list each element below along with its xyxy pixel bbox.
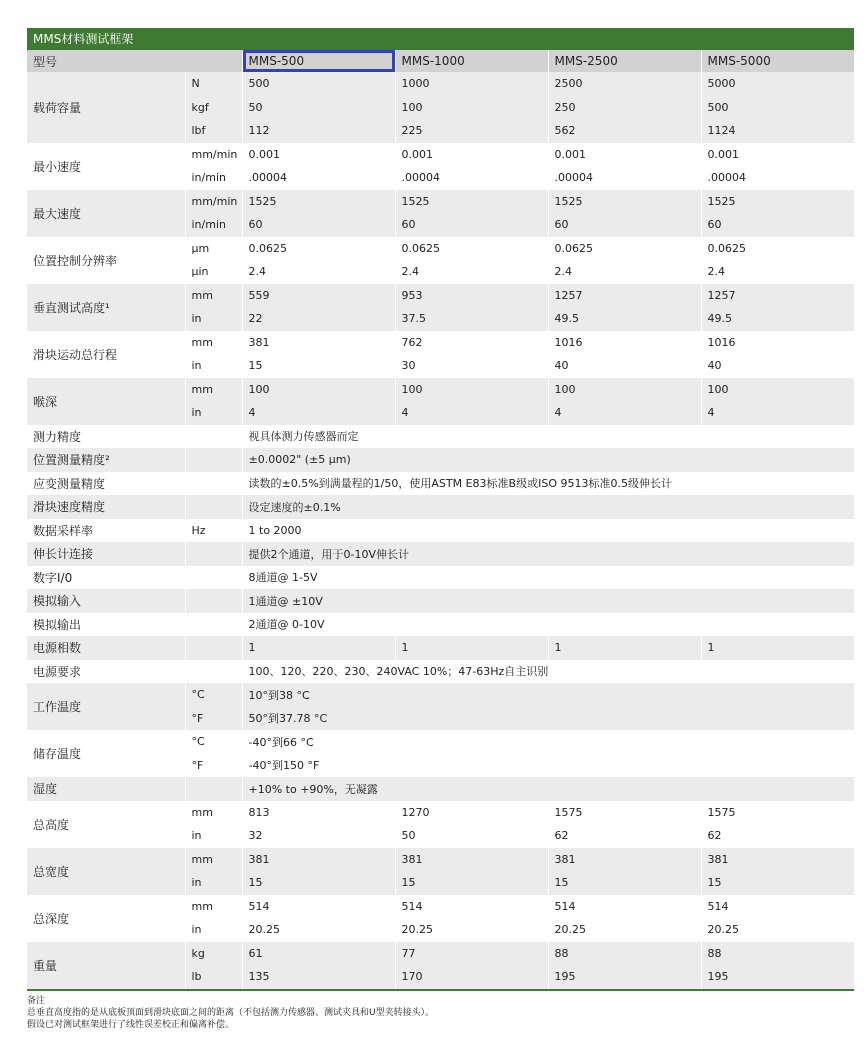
spec-value: 37.5	[395, 307, 548, 331]
spec-value: 49.5	[701, 307, 854, 331]
spec-value: 62	[548, 824, 701, 848]
spec-value: 20.25	[548, 918, 701, 942]
unit-cell	[185, 660, 242, 684]
spec-value: 250	[548, 96, 701, 120]
spec-label: 测力精度	[27, 425, 185, 449]
spec-value: 50	[242, 96, 395, 120]
spec-value-span: -40°到150 °F	[242, 754, 854, 778]
unit-cell: mm	[185, 331, 242, 355]
spec-value: 0.001	[701, 143, 854, 167]
spec-value-span: 1 to 2000	[242, 519, 854, 543]
unit-cell	[185, 613, 242, 637]
spec-row	[27, 942, 854, 966]
unit-cell: μin	[185, 260, 242, 284]
spec-value: 100	[395, 378, 548, 402]
spec-value: 15	[395, 871, 548, 895]
unit-cell	[185, 472, 242, 496]
unit-cell: N	[185, 72, 242, 96]
spec-value: 1	[395, 636, 548, 660]
spec-value: 0.001	[242, 143, 395, 167]
spec-row	[27, 284, 854, 308]
spec-value: 1016	[548, 331, 701, 355]
spec-row	[27, 848, 854, 872]
spec-value: 0.0625	[548, 237, 701, 261]
unit-cell	[185, 495, 242, 519]
spec-sheet	[27, 28, 854, 1031]
spec-label: 位置控制分辨率	[27, 237, 185, 284]
spec-value: 1270	[395, 801, 548, 825]
spec-value: 514	[242, 895, 395, 919]
spec-label: 重量	[27, 942, 185, 989]
spec-value: 195	[701, 965, 854, 989]
spec-label: 模拟输入	[27, 589, 185, 613]
spec-value: 562	[548, 119, 701, 143]
spec-row	[27, 566, 854, 590]
note-line: 总垂直高度指的是从底板顶面到滑块底面之间的距离（不包括测力传感器、测试夹具和U型夹转接头）。	[27, 1007, 435, 1018]
spec-value: 112	[242, 119, 395, 143]
unit-cell	[185, 566, 242, 590]
spec-value: 1124	[701, 119, 854, 143]
spec-value: 4	[395, 401, 548, 425]
spec-value: 514	[548, 895, 701, 919]
spec-value: 559	[242, 284, 395, 308]
spec-value: 2.4	[242, 260, 395, 284]
spec-value: 40	[701, 354, 854, 378]
unit-cell: mm	[185, 848, 242, 872]
header-model-mms-2500[interactable]: MMS-2500	[548, 50, 701, 72]
spec-value-span: 设定速度的±0.1%	[242, 495, 854, 519]
spec-value: 50	[395, 824, 548, 848]
spec-row	[27, 683, 854, 707]
spec-value: 762	[395, 331, 548, 355]
unit-cell	[185, 777, 242, 801]
spec-label: 应变测量精度	[27, 472, 185, 496]
spec-label: 滑块速度精度	[27, 495, 185, 519]
spec-value: 20.25	[701, 918, 854, 942]
spec-row	[27, 730, 854, 754]
spec-value: 1	[701, 636, 854, 660]
spec-value-span: 读数的±0.5%到满量程的1/50，使用ASTM E83标准B级或ISO 9513标准0.5级伸长计	[242, 472, 854, 496]
unit-cell: °F	[185, 754, 242, 778]
spec-value: .00004	[548, 166, 701, 190]
spec-value: 100	[548, 378, 701, 402]
note-line: 假设已对测试框架进行了线性误差校正和偏离补偿。	[27, 1019, 235, 1030]
spec-value: 514	[395, 895, 548, 919]
spec-label: 总深度	[27, 895, 185, 942]
spec-value-span: 100、120、220、230、240VAC 10%；47-63Hz自主识别	[242, 660, 854, 684]
spec-label: 湿度	[27, 777, 185, 801]
spec-label: 数字I/0	[27, 566, 185, 590]
spec-value: 32	[242, 824, 395, 848]
unit-cell: mm	[185, 801, 242, 825]
spec-row	[27, 801, 854, 825]
unit-cell: °F	[185, 707, 242, 731]
spec-value: 20.25	[395, 918, 548, 942]
unit-cell: mm/min	[185, 190, 242, 214]
spec-row	[27, 495, 854, 519]
spec-value: 60	[395, 213, 548, 237]
notes	[27, 995, 854, 1031]
unit-cell: kgf	[185, 96, 242, 120]
spec-value: 381	[242, 331, 395, 355]
spec-value-span: 2通道@ 0-10V	[242, 613, 854, 637]
spec-label: 模拟输出	[27, 613, 185, 637]
spec-value: 30	[395, 354, 548, 378]
spec-value: 1525	[548, 190, 701, 214]
spec-label: 伸长计连接	[27, 542, 185, 566]
spec-value: 0.0625	[395, 237, 548, 261]
spec-value: 15	[242, 354, 395, 378]
spec-label: 最大速度	[27, 190, 185, 237]
spec-value: 2.4	[395, 260, 548, 284]
header-model-mms-5000[interactable]: MMS-5000	[701, 50, 854, 72]
spec-value: 77	[395, 942, 548, 966]
unit-cell	[185, 425, 242, 449]
spec-label: 喉深	[27, 378, 185, 425]
spec-value: 4	[242, 401, 395, 425]
spec-value-span: 提供2个通道，用于0-10V伸长计	[242, 542, 854, 566]
spec-label: 垂直测试高度¹	[27, 284, 185, 331]
spec-value: 61	[242, 942, 395, 966]
spec-label: 电源要求	[27, 660, 185, 684]
unit-cell: mm/min	[185, 143, 242, 167]
notes-heading: 备注	[27, 995, 46, 1006]
spec-table	[27, 50, 855, 989]
spec-value: 0.001	[548, 143, 701, 167]
spec-value: 135	[242, 965, 395, 989]
spec-value: 1575	[548, 801, 701, 825]
spec-value: 4	[548, 401, 701, 425]
spec-value: 1	[548, 636, 701, 660]
spec-value: 381	[548, 848, 701, 872]
spec-value: 514	[701, 895, 854, 919]
spec-row	[27, 425, 854, 449]
table-title: MMS材料测试框架	[27, 28, 854, 50]
unit-cell: in	[185, 354, 242, 378]
spec-value: .00004	[242, 166, 395, 190]
spec-value: 15	[242, 871, 395, 895]
spec-row	[27, 448, 854, 472]
spec-row	[27, 660, 854, 684]
unit-cell: in	[185, 401, 242, 425]
spec-value: 381	[242, 848, 395, 872]
spec-value: 500	[242, 72, 395, 96]
unit-cell: mm	[185, 284, 242, 308]
spec-row	[27, 542, 854, 566]
spec-value: 1525	[242, 190, 395, 214]
header-model-mms-1000[interactable]: MMS-1000	[395, 50, 548, 72]
spec-row	[27, 895, 854, 919]
spec-value: 0.0625	[701, 237, 854, 261]
spec-value: 381	[395, 848, 548, 872]
spec-row	[27, 636, 854, 660]
spec-row	[27, 190, 854, 214]
header-row	[27, 50, 854, 72]
spec-value: 953	[395, 284, 548, 308]
spec-row	[27, 589, 854, 613]
spec-value: 1	[242, 636, 395, 660]
spec-value: 15	[548, 871, 701, 895]
spec-value: 15	[701, 871, 854, 895]
spec-row	[27, 519, 854, 543]
spec-label: 储存温度	[27, 730, 185, 777]
spec-row	[27, 472, 854, 496]
unit-cell: lb	[185, 965, 242, 989]
spec-value: 2.4	[548, 260, 701, 284]
spec-label: 工作温度	[27, 683, 185, 730]
unit-cell: °C	[185, 730, 242, 754]
spec-value: 1257	[548, 284, 701, 308]
unit-cell: in	[185, 307, 242, 331]
spec-row	[27, 378, 854, 402]
spec-value: 2500	[548, 72, 701, 96]
spec-label: 滑块运动总行程	[27, 331, 185, 378]
spec-value: 1016	[701, 331, 854, 355]
spec-value: 100	[701, 378, 854, 402]
spec-value: 88	[701, 942, 854, 966]
spec-value: 813	[242, 801, 395, 825]
spec-value: 49.5	[548, 307, 701, 331]
spec-value-span: 8通道@ 1-5V	[242, 566, 854, 590]
spec-value: 1000	[395, 72, 548, 96]
spec-value: 4	[701, 401, 854, 425]
unit-cell	[185, 589, 242, 613]
spec-value-span: 视具体测力传感器而定	[242, 425, 854, 449]
spec-value: 2.4	[701, 260, 854, 284]
spec-row	[27, 331, 854, 355]
unit-cell: kg	[185, 942, 242, 966]
spec-value: 381	[701, 848, 854, 872]
table-bottom-rule	[27, 989, 854, 991]
spec-value: 100	[242, 378, 395, 402]
spec-value: 1575	[701, 801, 854, 825]
spec-value-span: 10°到38 °C	[242, 683, 854, 707]
spec-value: 1257	[701, 284, 854, 308]
spec-label: 数据采样率	[27, 519, 185, 543]
spec-value: 195	[548, 965, 701, 989]
unit-cell	[185, 636, 242, 660]
spec-value: 0.0625	[242, 237, 395, 261]
spec-label: 电源相数	[27, 636, 185, 660]
unit-cell: °C	[185, 683, 242, 707]
spec-value: 62	[701, 824, 854, 848]
spec-value: 20.25	[242, 918, 395, 942]
unit-cell: in	[185, 871, 242, 895]
unit-cell: Hz	[185, 519, 242, 543]
spec-value: 60	[701, 213, 854, 237]
spec-value: 170	[395, 965, 548, 989]
unit-cell	[185, 448, 242, 472]
spec-value: .00004	[395, 166, 548, 190]
spec-value-span: +10% to +90%，无凝露	[242, 777, 854, 801]
header-label: 型号	[27, 50, 242, 72]
spec-row	[27, 613, 854, 637]
spec-label: 载荷容量	[27, 72, 185, 143]
spec-value: 1525	[395, 190, 548, 214]
spec-value: 100	[395, 96, 548, 120]
spec-value: 40	[548, 354, 701, 378]
spec-value: 500	[701, 96, 854, 120]
unit-cell: lbf	[185, 119, 242, 143]
unit-cell: mm	[185, 895, 242, 919]
header-model-mms-500[interactable]: MMS-500	[242, 50, 395, 72]
unit-cell: in/min	[185, 213, 242, 237]
spec-row	[27, 143, 854, 167]
spec-value: 5000	[701, 72, 854, 96]
unit-cell: in	[185, 824, 242, 848]
spec-value: 60	[242, 213, 395, 237]
spec-row	[27, 777, 854, 801]
spec-row	[27, 237, 854, 261]
spec-label: 位置测量精度²	[27, 448, 185, 472]
spec-value-span: 50°到37.78 °C	[242, 707, 854, 731]
spec-label: 最小速度	[27, 143, 185, 190]
unit-cell: mm	[185, 378, 242, 402]
spec-value: 225	[395, 119, 548, 143]
spec-label: 总宽度	[27, 848, 185, 895]
unit-cell: μm	[185, 237, 242, 261]
spec-value: 60	[548, 213, 701, 237]
spec-label: 总高度	[27, 801, 185, 848]
spec-value: 1525	[701, 190, 854, 214]
unit-cell: in/min	[185, 166, 242, 190]
spec-value: 0.001	[395, 143, 548, 167]
unit-cell: in	[185, 918, 242, 942]
spec-row	[27, 72, 854, 96]
spec-value: .00004	[701, 166, 854, 190]
spec-value-span: ±0.0002" (±5 μm)	[242, 448, 854, 472]
spec-value: 22	[242, 307, 395, 331]
unit-cell	[185, 542, 242, 566]
spec-value-span: 1通道@ ±10V	[242, 589, 854, 613]
spec-value: 88	[548, 942, 701, 966]
spec-value-span: -40°到66 °C	[242, 730, 854, 754]
